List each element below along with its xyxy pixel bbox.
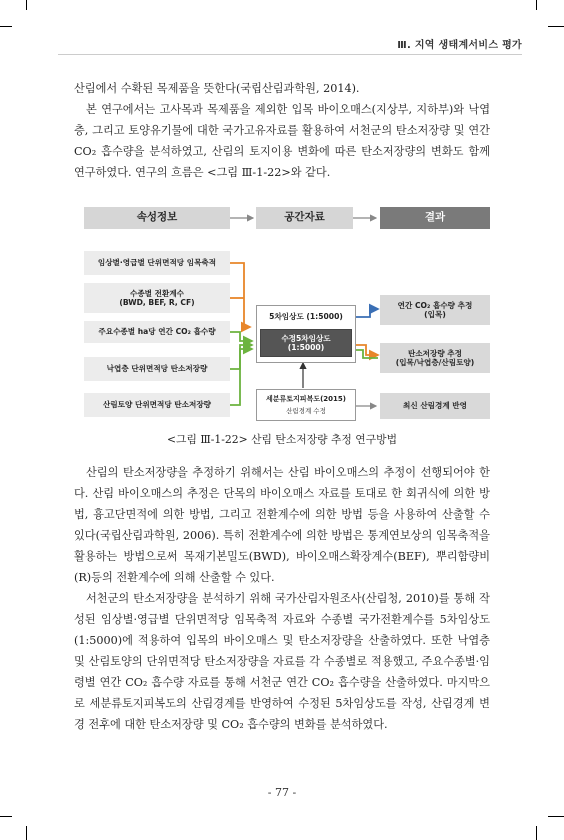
crop-mark [26, 826, 27, 840]
header-rule [58, 54, 522, 55]
forest-map-label: 5차임상도 (1:5000) [269, 312, 343, 321]
crop-mark [548, 816, 564, 817]
body-paragraph: 산림의 탄소저장량을 추정하기 위해서는 산림 바이오매스의 추정이 선행되어야 한다. 산림 바이오매스의 추정은 단목의 바이오매스 자료를 토대로 한 회귀식에 의한 방법, 흉고단면적에 의한 방법, 그리고 전환계수에 의한 방법 등을 사용하여 산출할 수 있다(국립산림과학원, 2006). 특히 전환계수에 의한 방법은 통계연보상의 임목축적을 활용하는 방법으로써 목재기본밀도(BWD), 바이오매스확장계수(BEF), 뿌리함량비(R)등의 전환계수에 의해 산출할 수 있다. [74, 466, 490, 584]
header-spatial-data: 공간자료 [256, 207, 353, 229]
crop-mark [0, 816, 12, 817]
intro-paragraph: 본 연구에서는 고사목과 목제품을 제외한 입목 바이오매스(지상부, 지하부)와 낙엽층, 그리고 토양유기물에 대한 국가고유자료를 활용하여 서천군의 탄소저장량 및 연간 CO₂ 흡수량을 분석하였고, 산림의 토지이용 변화에 따른 탄소저장량의 변화도 함께 연구하였다. 연구의 흐름은 <그림 Ⅲ-1-22>와 같다. [74, 103, 490, 179]
input-box-soil: 산림토양 단위면적당 탄소저장량 [84, 393, 230, 417]
input-box-co2-uptake: 주요수종별 ha당 연간 CO₂ 흡수량 [84, 321, 230, 343]
result-forest-boundary: 최신 산림경계 반영 [380, 393, 490, 419]
crop-mark [0, 26, 12, 27]
result-co2-uptake: 연간 CO₂ 흡수량 추정 (입목) [380, 295, 490, 325]
body-text [74, 462, 490, 735]
crop-mark [548, 26, 564, 27]
crop-mark [536, 826, 537, 840]
running-header: Ⅲ. 지역 생태계서비스 평가 [397, 40, 522, 51]
header-attribute-info: 속성정보 [84, 207, 230, 229]
body-paragraph: 서천군의 탄소저장량을 분석하기 위해 국가산림자원조사(산림청, 2010)를 통해 작성된 임상별·영급별 단위면적당 임목축적 자료와 수종별 국가전환계수를 5차임상도(1:5000)에 적용하여 입목의 바이오매스 및 탄소저장량을 산출하였다. 또한 낙엽층 및 산림토양의 단위면적당 탄소저장량을 자료를 각 수종별로 적용했고, 주요수종별·임령별 연간 CO₂ 흡수량 자료를 통해 서천군 연간 CO₂ 흡수량을 산출하였다. 마지막으로 세분류토지피복도의 산림경계를 반영하여 수정된 5차임상도를 작성, 산림경계 변경 전후에 대한 탄소저장량 및 CO₂ 흡수량의 변화를 분석하였다. [74, 592, 490, 731]
intro-text [74, 78, 490, 183]
result-carbon-storage: 탄소저장량 추정 (입목/낙엽층/산림토양) [380, 343, 490, 373]
landcover-map-box [256, 389, 356, 421]
header-result: 결과 [380, 207, 490, 229]
landcover-map-title: 세분류토지피복도(2015) [266, 395, 346, 404]
input-box-litter: 낙엽층 단위면적당 탄소저장량 [84, 357, 230, 381]
research-flow-diagram [80, 205, 494, 430]
input-box-conversion: 수종별 전환계수 (BWD, BEF, R, CF) [84, 283, 230, 313]
figure-caption: <그림 Ⅲ-1-22> 산림 탄소저장량 추정 연구방법 [166, 433, 397, 446]
landcover-map-sub: 산림경계 수정 [286, 406, 326, 415]
page-number: - 77 - [267, 786, 297, 799]
crop-mark [26, 0, 27, 10]
input-box-stock: 임상별·영급별 단위면적당 임목축적 [84, 251, 230, 275]
intro-line: 산림에서 수확된 목제품을 뜻한다(국립산림과학원, 2014). [74, 82, 360, 95]
crop-mark [536, 0, 537, 10]
revised-forest-map-box: 수정5차임상도 (1:5000) [260, 329, 352, 357]
